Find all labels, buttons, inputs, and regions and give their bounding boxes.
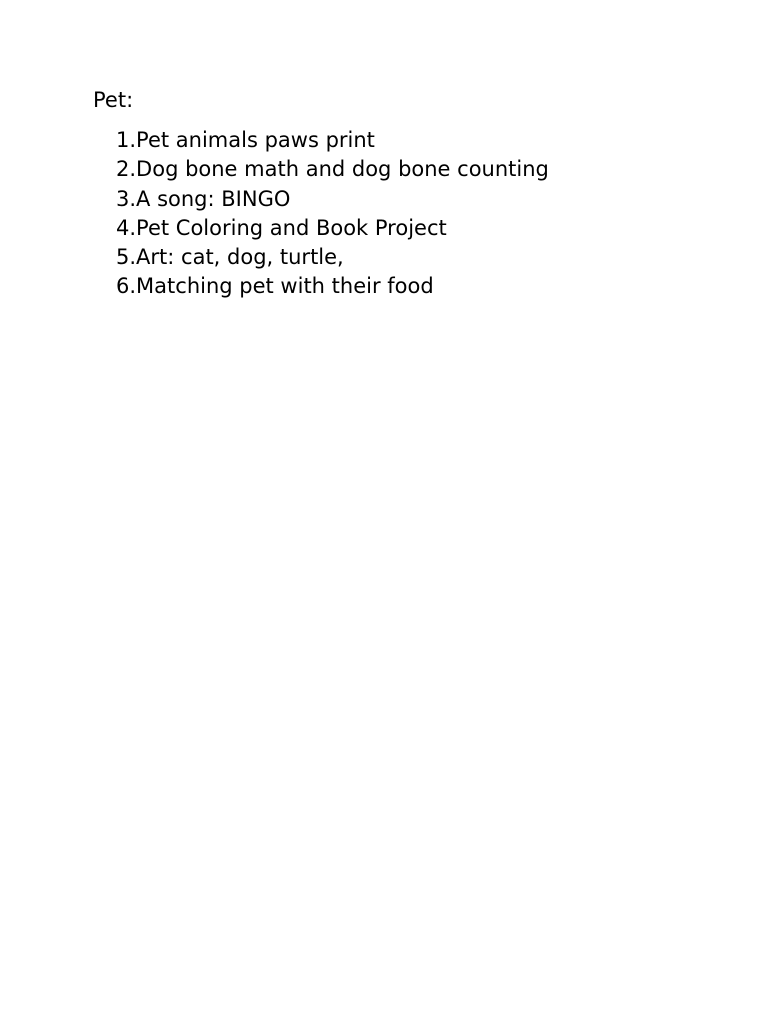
list-item-number: 3. [116,186,137,211]
list-item-number: 1. [116,128,137,152]
list-item-number: 2. [116,157,137,182]
list-item-text: Art: cat, dog, turtle, [136,245,344,270]
list-item-text: Dog bone math and dog bone counting [136,157,549,182]
list-item-text: Pet Coloring and Book Project [136,215,447,240]
list-item-number: 6. [116,274,137,299]
list-item [116,155,549,184]
list-item [116,126,549,155]
list-item [116,214,549,243]
list-item [116,272,549,301]
document-heading: Pet: [93,88,134,112]
list-item-text: Matching pet with their food [136,274,434,299]
list-item-text: A song: BINGO [136,186,291,211]
list-item [116,185,549,214]
list-item-number: 5. [116,245,137,270]
list-item-number: 4. [116,215,137,240]
list-item [116,243,549,272]
activity-list [116,126,549,302]
list-item-text: Pet animals paws print [136,128,375,152]
